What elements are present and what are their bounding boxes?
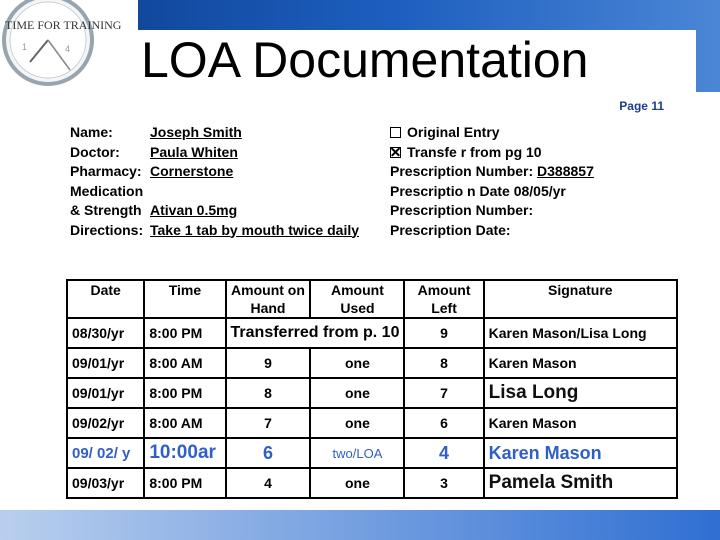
patient-info: Name: Joseph Smith Doctor: Paula Whiten Pharmacy: Cornerstone Medication & Strength Ativan 0.5mg Directions: Take 1 tab by mouth twice daily: [70, 124, 360, 238]
transferred-note: Transferred from p. 10: [226, 318, 405, 348]
rx-number: D388857: [537, 163, 594, 179]
svg-text:4: 4: [65, 44, 71, 54]
original-entry-checkbox: [390, 127, 401, 138]
header-date: Date: [67, 280, 144, 318]
header-signature: Signature: [484, 280, 677, 318]
directions: Take 1 tab by mouth twice daily: [150, 221, 360, 238]
page-number: Page 11: [619, 99, 664, 113]
table-row-loa: 09/ 02/ y 10:00ar 6 two/LOA 4 Karen Mason: [67, 438, 677, 468]
medication-strength: Ativan 0.5mg: [150, 202, 238, 218]
transfer-checkbox: [390, 147, 401, 158]
logo: [0, 0, 138, 96]
page-title: LOA Documentation: [141, 32, 589, 88]
pharmacy-name: Cornerstone: [150, 163, 234, 179]
medication-log-table: [66, 279, 678, 499]
entry-info: Original Entry Transfe r from pg 10 Prescription Number: D388857 Prescriptio n Date 08/05/yr Prescription Number: Prescription Date:: [390, 124, 594, 238]
header-on-hand: Amount on Hand: [226, 280, 311, 318]
table-row: 09/02/yr 8:00 AM 7 one 6 Karen Mason: [67, 408, 677, 438]
table-row: 09/01/yr 8:00 AM 9 one 8 Karen Mason: [67, 348, 677, 378]
header-left: Amount Left: [404, 280, 483, 318]
table-row: 09/01/yr 8:00 PM 8 one 7 Lisa Long: [67, 378, 677, 408]
table-row: 08/30/yr 8:00 PM Transferred from p. 10 9 Karen Mason/Lisa Long: [67, 318, 677, 348]
footer-bar: [0, 510, 720, 540]
patient-name: Joseph Smith: [150, 124, 242, 140]
logo-text: TIME FOR TRAINING: [5, 18, 122, 32]
clock-logo-icon: [0, 0, 138, 96]
svg-text:1: 1: [22, 42, 28, 52]
table-row: 09/03/yr 8:00 PM 4 one 3 Pamela Smith: [67, 468, 677, 498]
rx-date: Prescriptio n Date 08/05/yr: [390, 182, 566, 199]
header-time: Time: [144, 280, 225, 318]
header-used: Amount Used: [310, 280, 404, 318]
doctor-name: Paula Whiten: [150, 143, 238, 160]
